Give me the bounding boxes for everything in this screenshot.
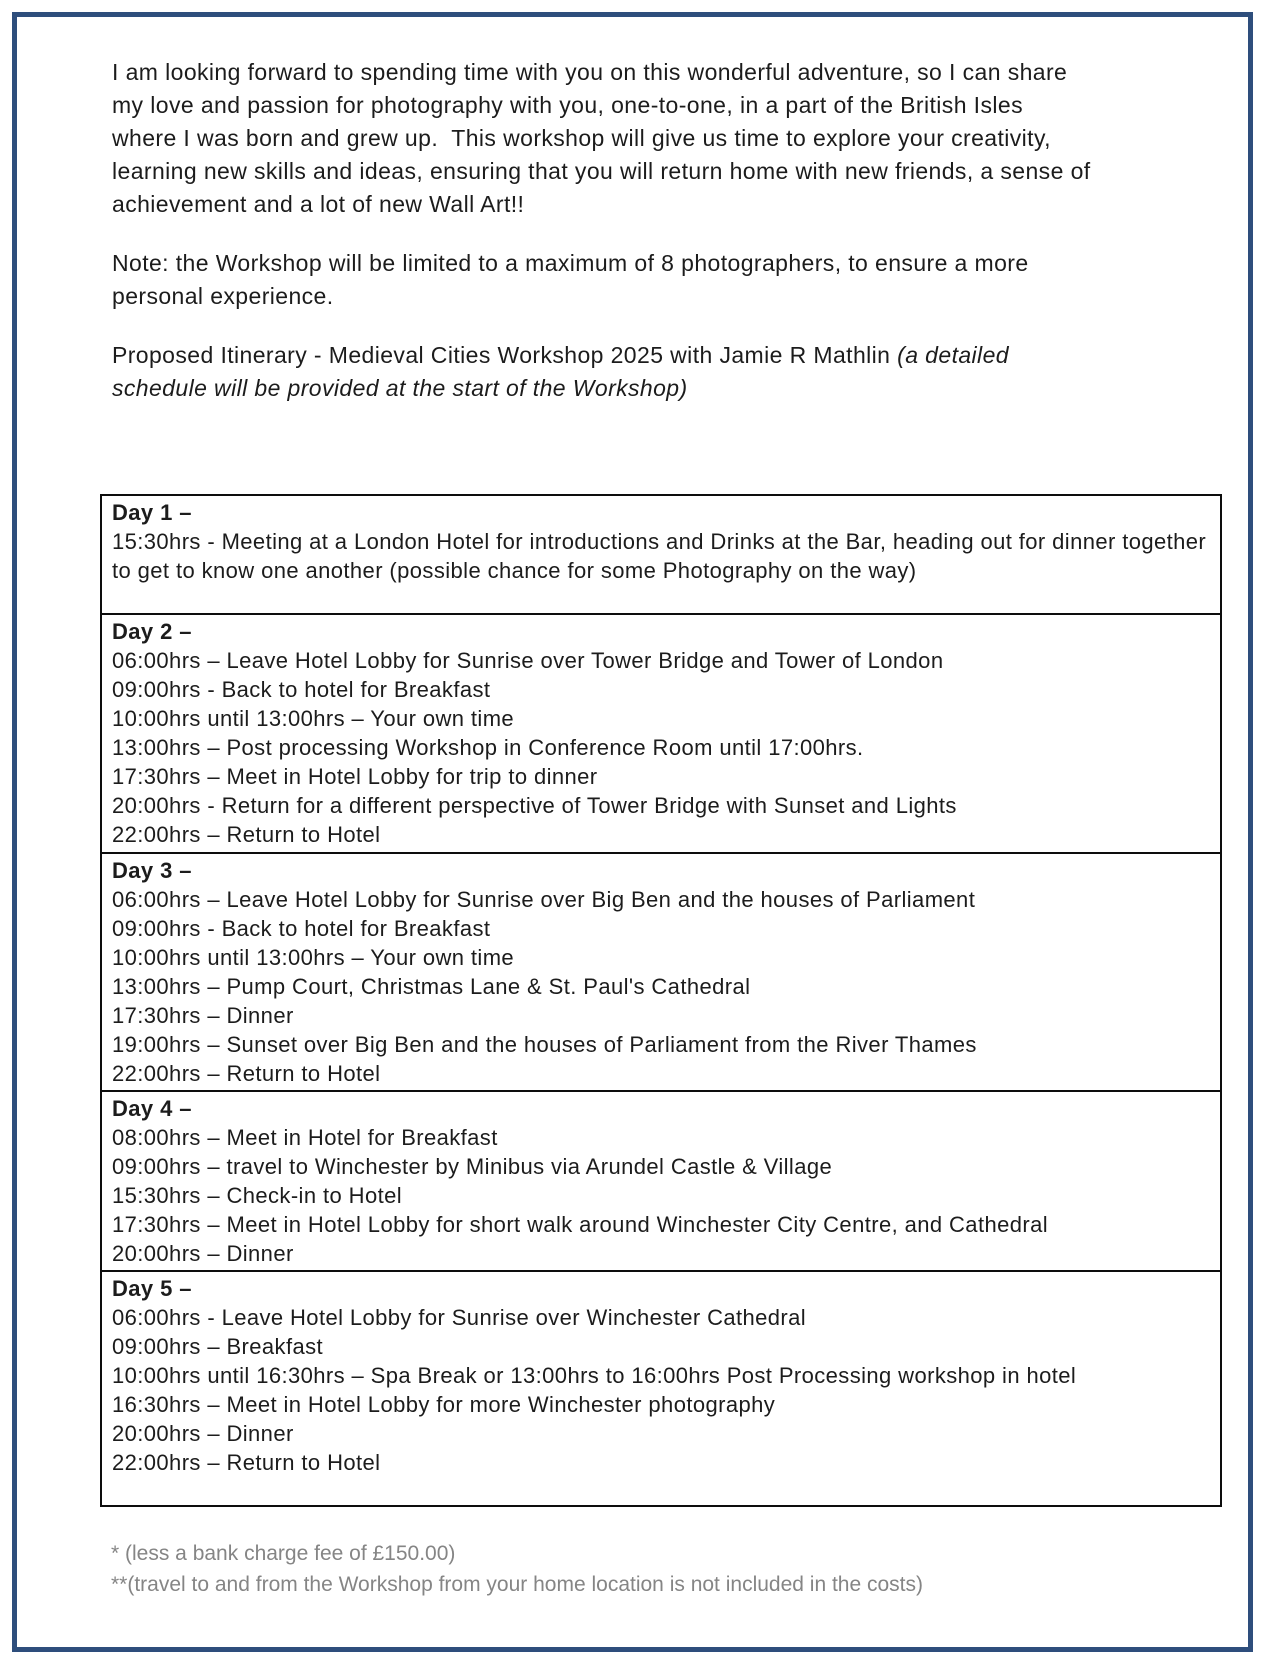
day-row-5 xyxy=(102,1270,1220,1505)
day-title: Day 2 – xyxy=(112,619,192,644)
itinerary-item: 08:00hrs – Meet in Hotel for Breakfast xyxy=(112,1125,498,1150)
itinerary-heading-main: Proposed Itinerary - Medieval Cities Workshop 2025 with Jamie R Mathlin xyxy=(112,342,898,368)
day-row-3 xyxy=(102,852,1220,1090)
itinerary-item: 13:00hrs – Post processing Workshop in Conference Room until 17:00hrs. xyxy=(112,735,864,760)
itinerary-item: 22:00hrs – Return to Hotel xyxy=(112,1450,381,1475)
itinerary-item: 17:30hrs – Meet in Hotel Lobby for short walk around Winchester City Centre, and Cathedral xyxy=(112,1212,1049,1237)
itinerary-item: 09:00hrs – Breakfast xyxy=(112,1334,324,1359)
itinerary-item: 22:00hrs – Return to Hotel xyxy=(112,822,381,847)
itinerary-item: 10:00hrs until 13:00hrs – Your own time xyxy=(112,945,515,970)
itinerary-item: 20:00hrs - Return for a different perspective of Tower Bridge with Sunset and Lights xyxy=(112,793,957,818)
day-row-4 xyxy=(102,1090,1220,1270)
itinerary-heading-note: (a detailed schedule will be provided at the start of the Workshop) xyxy=(112,342,1016,401)
itinerary-item: 09:00hrs - Back to hotel for Breakfast xyxy=(112,677,491,702)
itinerary-item: 19:00hrs – Sunset over Big Ben and the houses of Parliament from the River Thames xyxy=(112,1032,977,1057)
day-row-2 xyxy=(102,613,1220,852)
itinerary-table xyxy=(100,494,1222,1507)
itinerary-item: 20:00hrs – Dinner xyxy=(112,1421,294,1446)
itinerary-item: 10:00hrs until 16:30hrs – Spa Break or 13:00hrs to 16:00hrs Post Processing workshop in hotel xyxy=(112,1363,1077,1388)
intro-paragraph-2: Note: the Workshop will be limited to a maximum of 8 photographers, to ensure a more personal experience. xyxy=(112,250,1036,309)
day-row-1 xyxy=(102,496,1220,613)
itinerary-item: 15:30hrs – Check-in to Hotel xyxy=(112,1183,403,1208)
itinerary-item: 06:00hrs – Leave Hotel Lobby for Sunrise over Tower Bridge and Tower of London xyxy=(112,648,944,673)
footnote-bank-charge: * (less a bank charge fee of £150.00) xyxy=(111,1542,456,1565)
itinerary-item: 06:00hrs – Leave Hotel Lobby for Sunrise over Big Ben and the houses of Parliament xyxy=(112,887,976,912)
day-title: Day 4 – xyxy=(112,1096,192,1121)
itinerary-item: 13:00hrs – Pump Court, Christmas Lane & St. Paul's Cathedral xyxy=(112,974,751,999)
itinerary-item: 09:00hrs – travel to Winchester by Minibus via Arundel Castle & Village xyxy=(112,1154,833,1179)
itinerary-item: 17:30hrs – Dinner xyxy=(112,1003,294,1028)
itinerary-heading xyxy=(112,339,1092,405)
itinerary-item: 09:00hrs - Back to hotel for Breakfast xyxy=(112,916,491,941)
itinerary-item: 16:30hrs – Meet in Hotel Lobby for more Winchester photography xyxy=(112,1392,776,1417)
itinerary-item: 10:00hrs until 13:00hrs – Your own time xyxy=(112,706,515,731)
intro-paragraph-1: I am looking forward to spending time with you on this wonderful adventure, so I can share my love and passion for photography with you, one-to-one, in a part of the British Isles where I was born and grew up. This workshop will give us time to explore your creativity, learning new skills and ideas, ensuring that you will return home with new friends, a sense of achievement and a lot of new Wall Art!! xyxy=(112,59,1098,217)
footnotes-section xyxy=(111,1538,1161,1600)
itinerary-item: 15:30hrs - Meeting at a London Hotel for introductions and Drinks at the Bar, heading out for dinner together to get to know one another (possible chance for some Photography on the way) xyxy=(112,529,1213,583)
day-title: Day 5 – xyxy=(112,1276,192,1301)
itinerary-item: 20:00hrs – Dinner xyxy=(112,1241,294,1266)
itinerary-item: 06:00hrs - Leave Hotel Lobby for Sunrise over Winchester Cathedral xyxy=(112,1305,807,1330)
intro-section xyxy=(112,56,1098,431)
day-title: Day 1 – xyxy=(112,500,192,525)
day-title: Day 3 – xyxy=(112,858,192,883)
footnote-travel: **(travel to and from the Workshop from your home location is not included in the costs) xyxy=(111,1573,923,1596)
itinerary-item: 17:30hrs – Meet in Hotel Lobby for trip to dinner xyxy=(112,764,598,789)
itinerary-item: 22:00hrs – Return to Hotel xyxy=(112,1061,381,1086)
